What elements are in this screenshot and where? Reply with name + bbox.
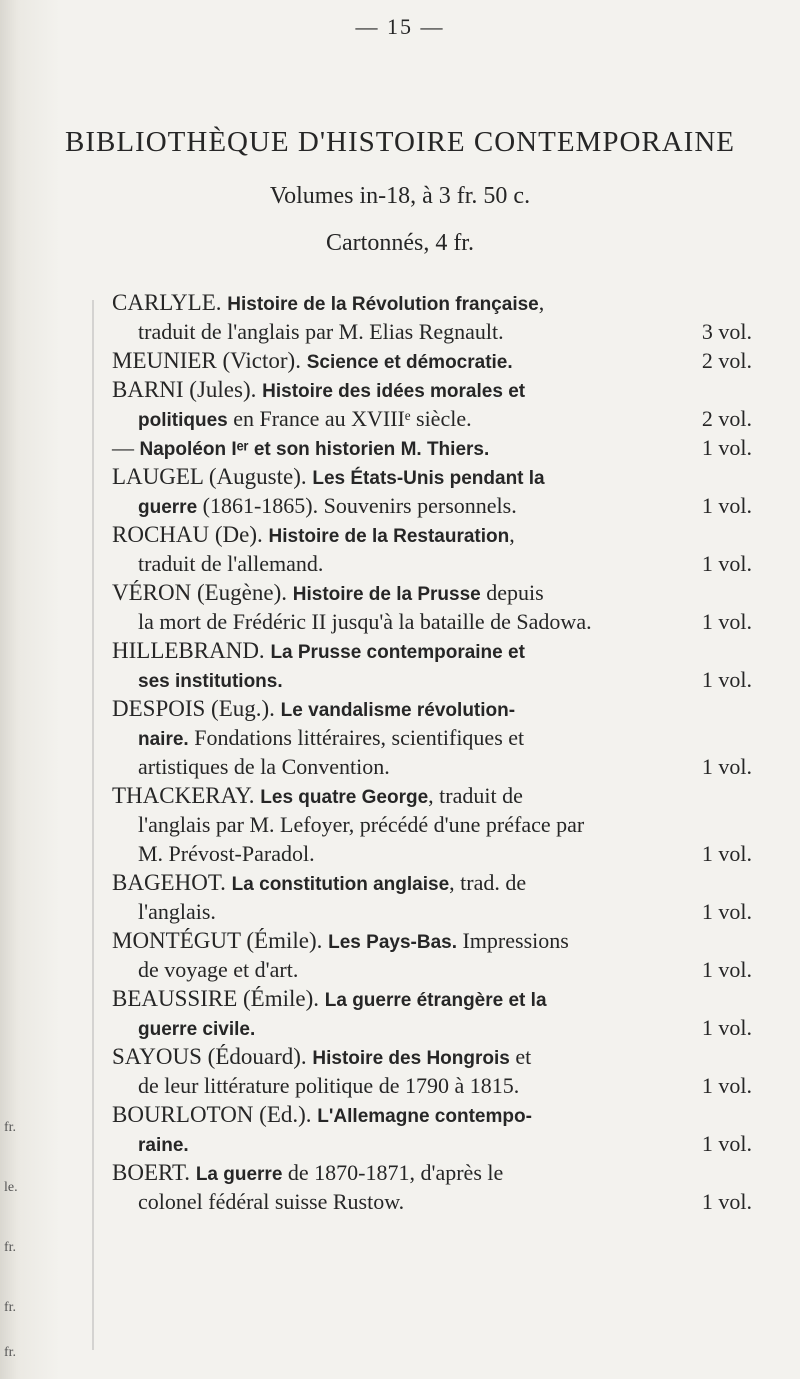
entry-volume-count: 1 vol. [701, 1131, 752, 1156]
entry-volume-count: 1 vol. [701, 493, 752, 518]
entry-volume-count: 1 vol. [701, 899, 752, 924]
entry-line [112, 636, 752, 665]
entry-title: Histoire de la Restauration [268, 526, 510, 547]
entry-text: en France au XVIIIᵉ siècle. [227, 406, 472, 431]
entry-text: de leur littérature politique de 1790 à 1815. [138, 1073, 520, 1098]
entry-text: , [509, 522, 515, 547]
entry-title: Histoire des Hongrois [312, 1048, 510, 1069]
entry-volume-count: 1 vol. [701, 754, 752, 779]
entry-author: LAUGEL (Auguste). [112, 464, 313, 489]
entry-title: L'Allemagne contempo- [317, 1106, 532, 1127]
entry-volume-count: 1 vol. [701, 435, 752, 460]
margin-fragment: fr. [4, 1120, 17, 1135]
entry-line [112, 665, 752, 694]
entry-title: ses institutions. [138, 671, 283, 692]
catalog-entry [112, 636, 752, 694]
entry-line [112, 984, 752, 1013]
entry-title: Histoire de la Prusse [292, 584, 481, 605]
entry-text: depuis [480, 580, 544, 605]
entry-volume-count: 1 vol. [701, 667, 752, 692]
entry-text: , [538, 290, 545, 315]
catalog-entry [112, 520, 752, 578]
catalog-entry [112, 1158, 752, 1216]
entry-volume-count: 1 vol. [701, 1015, 752, 1040]
entry-text: de 1870-1871, d'après le [282, 1160, 504, 1185]
entry-author: MEUNIER (Victor). [112, 348, 307, 373]
entry-text: de voyage et d'art. [138, 957, 299, 982]
entry-author: ROCHAU (De). [112, 522, 269, 547]
entry-title: La guerre étrangère et la [324, 990, 547, 1011]
entry-author: BAGEHOT. [112, 870, 232, 895]
entry-line [112, 810, 752, 839]
entry-volume-count: 1 vol. [701, 841, 752, 866]
entry-line [112, 578, 752, 607]
catalog-entry [112, 375, 752, 433]
entry-author: VÉRON (Eugène). [112, 580, 293, 605]
entry-title: Les Pays-Bas. [328, 932, 457, 953]
entry-text: (1861-1865). Souvenirs personnels. [197, 493, 517, 518]
entry-text: l'anglais par M. Lefoyer, précédé d'une préface par [138, 812, 585, 837]
entry-line [112, 346, 752, 375]
entry-text: M. Prévost-Paradol. [138, 841, 315, 866]
catalog-entry [112, 578, 752, 636]
entry-author: MONTÉGUT (Émile). [112, 928, 329, 953]
catalog-entry [112, 462, 752, 520]
entry-title: La constitution anglaise [231, 874, 450, 895]
entry-line [112, 868, 752, 897]
entry-line [112, 375, 752, 404]
entry-text: artistiques de la Convention. [138, 754, 390, 779]
entry-title: raine. [138, 1135, 189, 1156]
catalog-entry [112, 926, 752, 984]
entry-title: Les quatre George [260, 787, 429, 808]
binding-rule [92, 300, 94, 1350]
entry-line [112, 462, 752, 491]
entry-author: THACKERAY. [112, 783, 261, 808]
entry-volume-count: 1 vol. [701, 609, 752, 634]
entry-title: La Prusse contemporaine et [270, 642, 525, 663]
page-number: — 15 — [355, 14, 445, 39]
entry-text: colonel fédéral suisse Rustow. [138, 1189, 405, 1214]
entry-text: Impressions [456, 928, 569, 953]
catalog-entry [112, 984, 752, 1042]
entry-text: — [112, 435, 140, 460]
entry-line [112, 1100, 752, 1129]
entry-title: La guerre [195, 1164, 283, 1185]
entry-line [112, 1013, 752, 1042]
entry-title: naire. [138, 729, 189, 750]
entry-line [112, 781, 752, 810]
catalog-entry [112, 694, 752, 781]
entry-volume-count: 1 vol. [701, 1073, 752, 1098]
entry-volume-count: 1 vol. [701, 1189, 752, 1214]
volume-format-line: Volumes in-18, à 3 fr. 50 c. [269, 183, 531, 209]
entry-title: Science et démocratie. [306, 352, 513, 373]
entry-line [112, 1042, 752, 1071]
entry-author: BEAUSSIRE (Émile). [112, 986, 325, 1011]
entry-text: et [509, 1044, 532, 1069]
entry-line [112, 926, 752, 955]
catalog-entry [112, 346, 752, 375]
catalog-entry [112, 1100, 752, 1158]
entry-text: l'anglais. [138, 899, 216, 924]
entry-line [112, 317, 752, 346]
margin-fragment: fr. [4, 1300, 17, 1315]
catalog-entry [112, 781, 752, 868]
entry-author: CARLYLE. [112, 290, 228, 315]
entry-line [112, 694, 752, 723]
entry-line [112, 607, 752, 636]
entry-text: , traduit de [428, 783, 523, 808]
entry-volume-count: 2 vol. [701, 348, 752, 373]
entry-line [112, 955, 752, 984]
entry-author: BOERT. [112, 1160, 196, 1185]
entry-volume-count: 2 vol. [701, 406, 752, 431]
margin-fragment: le. [4, 1180, 18, 1195]
entry-text: , trad. de [449, 870, 527, 895]
entry-line [112, 404, 752, 433]
entry-line [112, 752, 752, 781]
entry-volume-count: 1 vol. [701, 957, 752, 982]
entry-line [112, 897, 752, 926]
entry-line [112, 433, 752, 462]
entry-title: guerre civile. [138, 1019, 256, 1040]
entry-title: Le vandalisme révolution- [280, 700, 516, 721]
entry-line [112, 1129, 752, 1158]
entry-line [112, 520, 752, 549]
binding-price-line: Cartonnés, 4 fr. [326, 230, 474, 256]
entry-text: traduit de l'allemand. [138, 551, 324, 576]
catalog-entry [112, 433, 752, 462]
entry-title: Napoléon Iᵉʳ et son historien M. Thiers. [139, 439, 490, 460]
entry-text: traduit de l'anglais par M. Elias Regnault. [138, 319, 504, 344]
entry-author: BARNI (Jules). [112, 377, 263, 402]
entry-line [112, 839, 752, 868]
entry-line [112, 1158, 752, 1187]
entry-author: HILLEBRAND. [112, 638, 271, 663]
margin-fragment: fr. [4, 1345, 17, 1360]
series-title: BIBLIOTHÈQUE D'HISTOIRE CONTEMPORAINE [65, 126, 735, 158]
entry-line [112, 491, 752, 520]
entry-author: SAYOUS (Édouard). [112, 1044, 313, 1069]
entry-volume-count: 3 vol. [701, 319, 752, 344]
entry-author: BOURLOTON (Ed.). [112, 1102, 318, 1127]
entry-volume-count: 1 vol. [701, 551, 752, 576]
entry-author: DESPOIS (Eug.). [112, 696, 281, 721]
catalog-entry [112, 1042, 752, 1100]
entry-line [112, 723, 752, 752]
entry-line [112, 549, 752, 578]
entry-title: Les États-Unis pendant la [312, 468, 545, 489]
entry-line [112, 1071, 752, 1100]
entry-title: Histoire des idées morales et [262, 381, 526, 402]
catalog-entries [112, 288, 752, 1216]
margin-fragment: fr. [4, 1240, 17, 1255]
entry-text: Fondations littéraires, scientifiques et [188, 725, 525, 750]
entry-line [112, 1187, 752, 1216]
entry-title: Histoire de la Révolution française [227, 294, 539, 315]
entry-text: la mort de Frédéric II jusqu'à la bataille de Sadowa. [138, 609, 592, 634]
entry-line [112, 288, 752, 317]
entry-title: guerre [138, 497, 198, 518]
catalog-entry [112, 868, 752, 926]
entry-title: politiques [138, 410, 228, 431]
catalog-entry [112, 288, 752, 346]
